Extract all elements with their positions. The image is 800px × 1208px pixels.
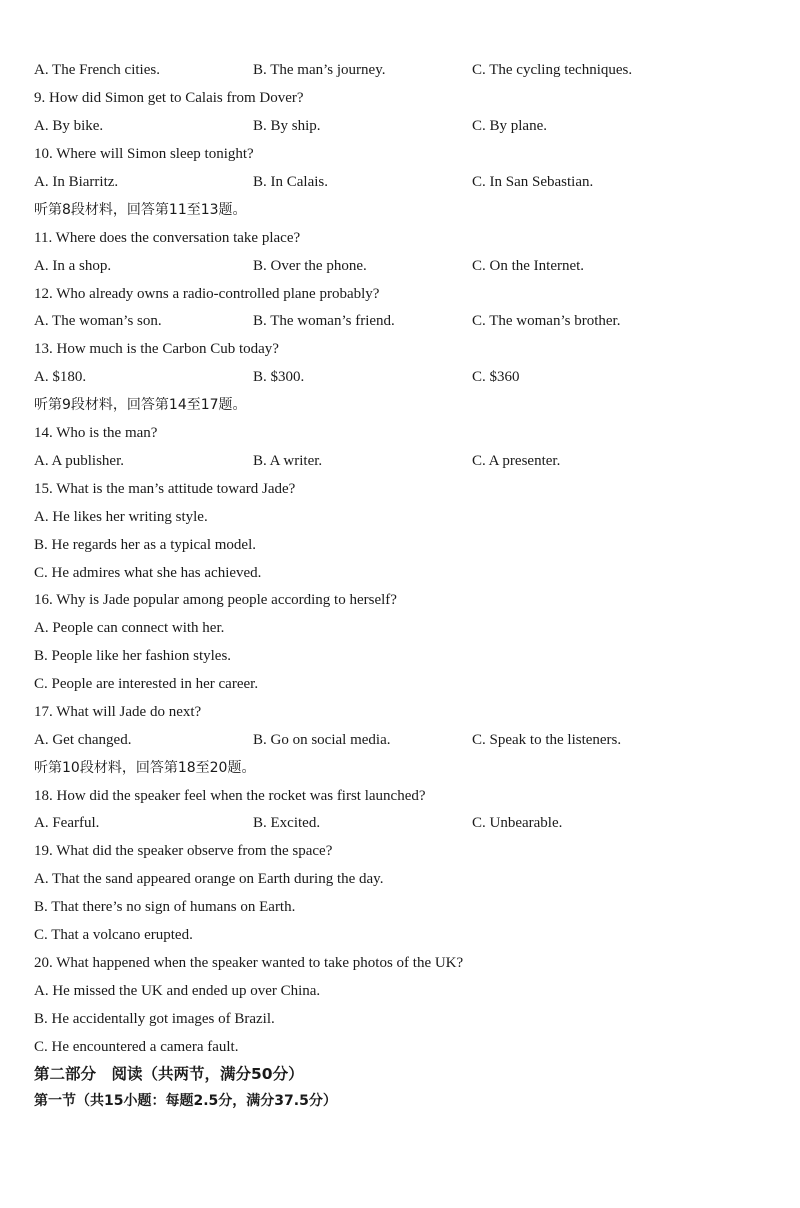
q18-option-c: C. Unbearable. [472, 815, 563, 831]
q10-option-b: B. In Calais. [253, 174, 328, 190]
q14-question: 14. Who is the man? [34, 425, 158, 441]
q10-option-a: A. In Biarritz. [34, 174, 119, 190]
q13-question: 13. How much is the Carbon Cub today? [34, 341, 279, 357]
q13-option-a: A. $180. [34, 369, 87, 385]
part-2-title: 第二部分 阅读（共两节，满分50分） [34, 1065, 304, 1083]
q8-option-a: A. The French cities. [34, 62, 160, 78]
q15-question: 15. What is the man’s attitude toward Jade? [34, 481, 296, 497]
q8-option-b: B. The man’s journey. [253, 62, 386, 78]
q14-option-a: A. A publisher. [34, 453, 125, 469]
q16-question: 16. Why is Jade popular among people according to herself? [34, 592, 397, 608]
section-10-instruction: 听第10段材料，回答第18至20题。 [34, 760, 256, 776]
q17-option-b: B. Go on social media. [253, 732, 391, 748]
q18-option-a: A. Fearful. [34, 815, 100, 831]
q14-option-c: C. A presenter. [472, 453, 561, 469]
q13-option-c: C. $360 [472, 369, 520, 385]
part-2-section-1-title: 第一节（共15小题：每题2.5分，满分37.5分） [34, 1093, 337, 1109]
q16-option-b: B. People like her fashion styles. [34, 648, 232, 664]
q19-option-c: C. That a volcano erupted. [34, 927, 193, 943]
q19-question: 19. What did the speaker observe from the space? [34, 843, 333, 859]
section-8-instruction: 听第8段材料，回答第11至13题。 [34, 202, 247, 218]
q17-question: 17. What will Jade do next? [34, 704, 202, 720]
q15-option-b: B. He regards her as a typical model. [34, 537, 257, 553]
q16-option-c: C. People are interested in her career. [34, 676, 259, 692]
q11-question: 11. Where does the conversation take place? [34, 230, 301, 246]
q12-option-c: C. The woman’s brother. [472, 313, 621, 329]
q15-option-a: A. He likes her writing style. [34, 509, 208, 525]
q18-question: 18. How did the speaker feel when the rocket was first launched? [34, 788, 426, 804]
q17-option-c: C. Speak to the listeners. [472, 732, 622, 748]
q20-option-b: B. He accidentally got images of Brazil. [34, 1011, 275, 1027]
q18-option-b: B. Excited. [253, 815, 321, 831]
q17-option-a: A. Get changed. [34, 732, 132, 748]
q11-option-c: C. On the Internet. [472, 258, 585, 274]
q11-option-a: A. In a shop. [34, 258, 112, 274]
q12-option-a: A. The woman’s son. [34, 313, 162, 329]
q15-option-c: C. He admires what she has achieved. [34, 565, 262, 581]
q12-option-b: B. The woman’s friend. [253, 313, 395, 329]
q9-option-a: A. By bike. [34, 118, 104, 134]
q13-option-b: B. $300. [253, 369, 305, 385]
q9-question: 9. How did Simon get to Calais from Dover? [34, 90, 304, 106]
section-9-instruction: 听第9段材料，回答第14至17题。 [34, 397, 247, 413]
q16-option-a: A. People can connect with her. [34, 620, 225, 636]
q8-option-c: C. The cycling techniques. [472, 62, 633, 78]
q9-option-b: B. By ship. [253, 118, 321, 134]
q20-option-c: C. He encountered a camera fault. [34, 1039, 239, 1055]
q19-option-b: B. That there’s no sign of humans on Earth. [34, 899, 296, 915]
q10-option-c: C. In San Sebastian. [472, 174, 594, 190]
q19-option-a: A. That the sand appeared orange on Earth during the day. [34, 871, 384, 887]
q9-option-c: C. By plane. [472, 118, 547, 134]
q20-option-a: A. He missed the UK and ended up over China. [34, 983, 321, 999]
q20-question: 20. What happened when the speaker wanted to take photos of the UK? [34, 955, 464, 971]
q11-option-b: B. Over the phone. [253, 258, 367, 274]
q10-question: 10. Where will Simon sleep tonight? [34, 146, 254, 162]
q14-option-b: B. A writer. [253, 453, 323, 469]
q12-question: 12. Who already owns a radio-controlled plane probably? [34, 286, 380, 302]
